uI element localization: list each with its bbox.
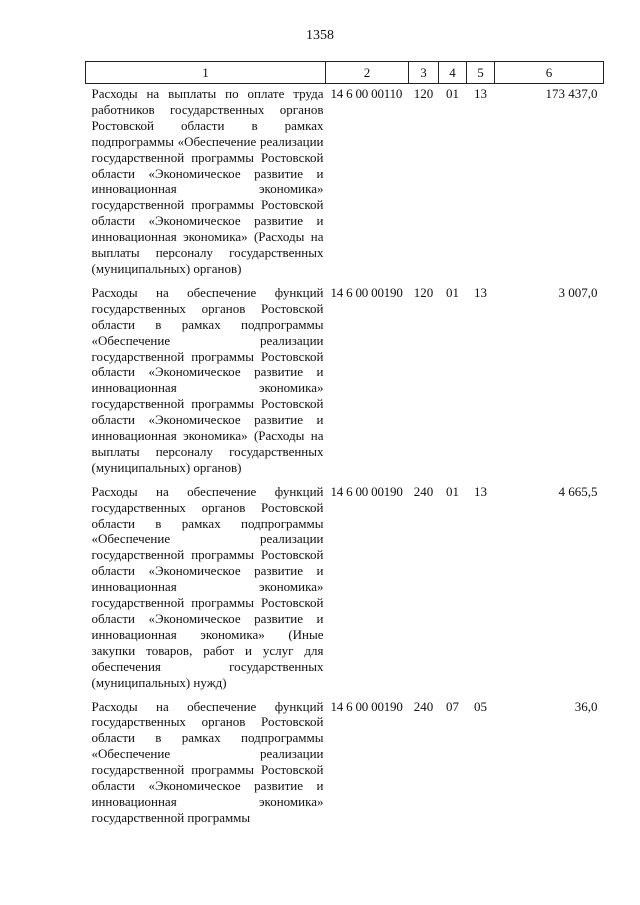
section-code: 01 [446,483,459,499]
table-row [86,482,604,697]
expense-type-code: 120 [413,86,434,101]
expense-description: Расходы на обеспечение функций государственных органов Ростовской области в рамках подпрограммы «Обеспечение реализации государственной программы Ростовской области «Экономическое развитие и инновационная экономика» государственной программы [91,698,324,825]
table-row [86,697,604,832]
table-row [86,283,604,482]
header-row [86,62,604,84]
expense-type-code: 120 [413,284,434,300]
expense-description: Расходы на обеспечение функций государственных органов Ростовской области в рамках подпрограммы «Обеспечение реализации государственной программы Ростовской области «Экономическое развитие и инновационная экономика» государственной программы Ростовской области «Экономическое развитие и инновационная экономика» (Расходы на выплаты персоналу государственных (муниципальных) органов) [91,284,324,475]
section-code: 01 [446,86,459,101]
target-article-code: 14 6 00 00190 [330,698,403,714]
column-header-2: 2 [326,62,409,84]
table-body [86,84,604,832]
column-header-5: 5 [467,62,495,84]
page-number: 1358 [306,28,334,43]
amount: 3 007,0 [558,284,598,300]
section-code: 01 [446,284,459,300]
amount: 36,0 [574,698,598,714]
expense-type-code: 240 [413,698,434,714]
expense-description: Расходы на обеспечение функций государственных органов Ростовской области в рамках подпрограммы «Обеспечение реализации государственной программы Ростовской области «Экономическое развитие и инновационная экономика» государственной программы Ростовской области «Экономическое развитие и инновационная экономика» (Иные закупки товаров, работ и услуг для обеспечения государственных (муниципальных) нужд) [91,483,324,690]
target-article-code: 14 6 00 00110 [330,86,403,101]
column-header-6: 6 [495,62,604,84]
table-header [86,62,604,84]
amount: 173 437,0 [545,86,598,101]
table-row [86,84,604,283]
section-code: 07 [446,698,459,714]
subsection-code: 05 [474,698,487,714]
target-article-code: 14 6 00 00190 [330,284,403,300]
expense-type-code: 240 [413,483,434,499]
subsection-code: 13 [474,284,487,300]
amount: 4 665,5 [558,483,598,499]
column-header-1: 1 [86,62,326,84]
budget-table [85,61,604,832]
subsection-code: 13 [474,86,487,101]
column-header-3: 3 [409,62,439,84]
target-article-code: 14 6 00 00190 [330,483,403,499]
expense-description: Расходы на выплаты по оплате труда работников государственных органов Ростовской области в рамках подпрограммы «Обеспечение реализации государственной программы Ростовской области «Экономическое развитие и инновационная экономика» государственной программы Ростовской области «Экономическое развитие и инновационная экономика» (Расходы на выплаты персоналу государственных (муниципальных) органов) [91,86,324,276]
column-header-4: 4 [439,62,467,84]
subsection-code: 13 [474,483,487,499]
